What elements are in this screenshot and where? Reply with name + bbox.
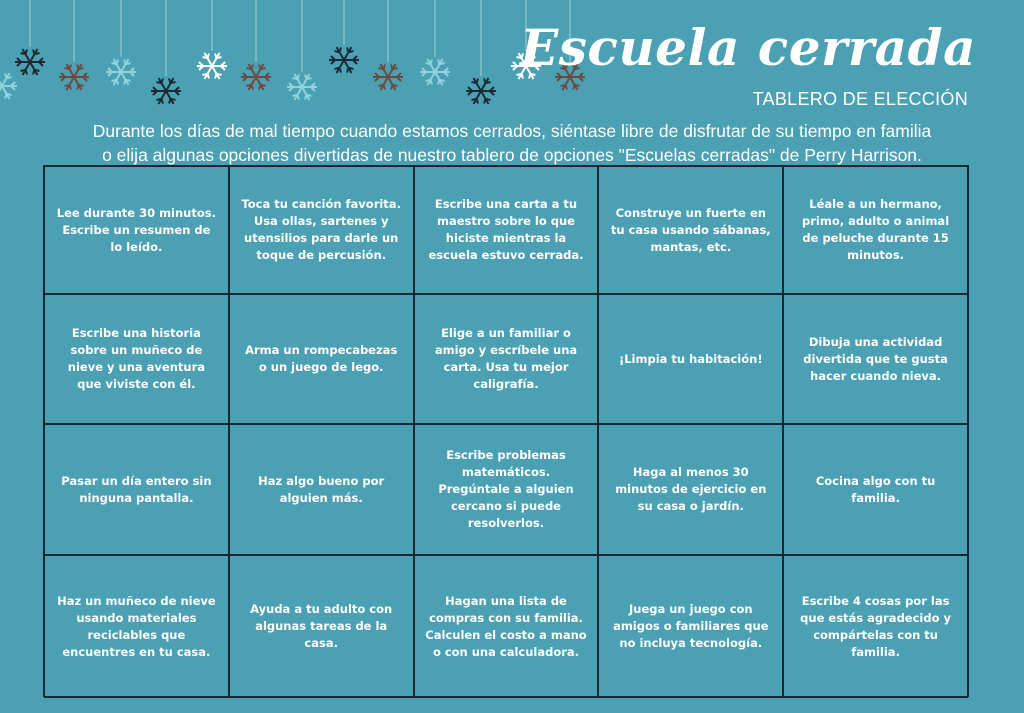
snowflake-icon	[15, 49, 45, 75]
board-cell-r2c2: Arma un rompecabezas o un juego de lego.	[229, 294, 414, 424]
snowflake-string-2	[59, 0, 89, 90]
snowflake-string-11	[466, 0, 496, 104]
snowflake-icon	[466, 78, 496, 104]
board-cell-r3c2: Haz algo bueno por alguien más.	[229, 424, 414, 555]
snowflake-string-9	[373, 0, 403, 90]
choice-board	[43, 165, 969, 697]
snowflake-icon	[197, 53, 227, 79]
snowflake-string-5	[197, 0, 227, 79]
snowflake-string-6	[241, 0, 271, 90]
board-cell-r2c5: Dibuja una actividad divertida que te gusta hacer cuando nieva.	[783, 294, 968, 424]
page-subtitle: TABLERO DE ELECCIÓN	[752, 89, 968, 109]
snowflake-string-10	[420, 0, 450, 85]
board-cell-r4c4: Juega un juego con amigos o familiares que no incluya tecnología.	[598, 555, 783, 698]
board-cell-r2c3: Elige a un familiar o amigo y escríbele una carta. Usa tu mejor caligrafía.	[414, 294, 599, 424]
snowflake-icon	[329, 47, 359, 73]
snowflake-icon	[106, 59, 136, 85]
snowflake-icon	[151, 78, 181, 104]
board-cell-r1c1: Lee durante 30 minutos. Escribe un resumen de lo leído.	[44, 166, 229, 294]
board-cell-r2c4: ¡Limpia tu habitación!	[598, 294, 783, 424]
snowflake-icon	[373, 64, 403, 90]
board-cell-r2c1: Escribe una historia sobre un muñeco de nieve y una aventura que viviste con él.	[44, 294, 229, 424]
snowflake-icon	[420, 59, 450, 85]
snowflake-string-7	[287, 0, 317, 100]
intro-text	[20, 119, 1004, 167]
board-cell-r3c3: Escribe problemas matemáticos. Pregúntale a alguien cercano si puede resolverlos.	[414, 424, 599, 555]
snowflake-string-4	[151, 0, 181, 104]
board-cell-r4c3: Hagan una lista de compras con su familia. Calculen el costo a mano o con una calculadora.	[414, 555, 599, 698]
board-cell-r1c2: Toca tu canción favorita. Usa ollas, sartenes y utensilios para darle un toque de percusión.	[229, 166, 414, 294]
board-cell-r1c4: Construye un fuerte en tu casa usando sábanas, mantas, etc.	[598, 166, 783, 294]
board-cell-r3c1: Pasar un día entero sin ninguna pantalla.	[44, 424, 229, 555]
board-cell-r3c4: Haga al menos 30 minutos de ejercicio en su casa o jardín.	[598, 424, 783, 555]
board-cell-r1c5: Léale a un hermano, primo, adulto o animal de peluche durante 15 minutos.	[783, 166, 968, 294]
board-cell-r1c3: Escribe una carta a tu maestro sobre lo que hiciste mientras la escuela estuvo cerrada.	[414, 166, 599, 294]
hanging-snowflakes-decoration	[0, 0, 600, 115]
snowflake-string-8	[329, 0, 359, 73]
board-cell-r3c5: Cocina algo con tu familia.	[783, 424, 968, 555]
page-title: Escuela cerrada	[520, 18, 976, 77]
snowflake-string-3	[106, 0, 136, 85]
snowflake-icon	[0, 73, 17, 99]
board-cell-r4c5: Escribe 4 cosas por las que estás agradecido y compártelas con tu familia.	[783, 555, 968, 698]
snowflake-string-1	[15, 0, 45, 75]
intro-line-1: Durante los días de mal tiempo cuando estamos cerrados, siéntase libre de disfrutar de su tiempo en familia	[92, 121, 932, 141]
intro-line-2: o elija algunas opciones divertidas de nuestro tablero de opciones "Escuelas cerradas" de Perry Harrison.	[102, 145, 922, 165]
snowflake-icon	[287, 74, 317, 100]
board-cell-r4c2: Ayuda a tu adulto con algunas tareas de la casa.	[229, 555, 414, 698]
board-cell-r4c1: Haz un muñeco de nieve usando materiales reciclables que encuentres en tu casa.	[44, 555, 229, 698]
snowflake-icon	[241, 64, 271, 90]
snowflake-icon	[59, 64, 89, 90]
